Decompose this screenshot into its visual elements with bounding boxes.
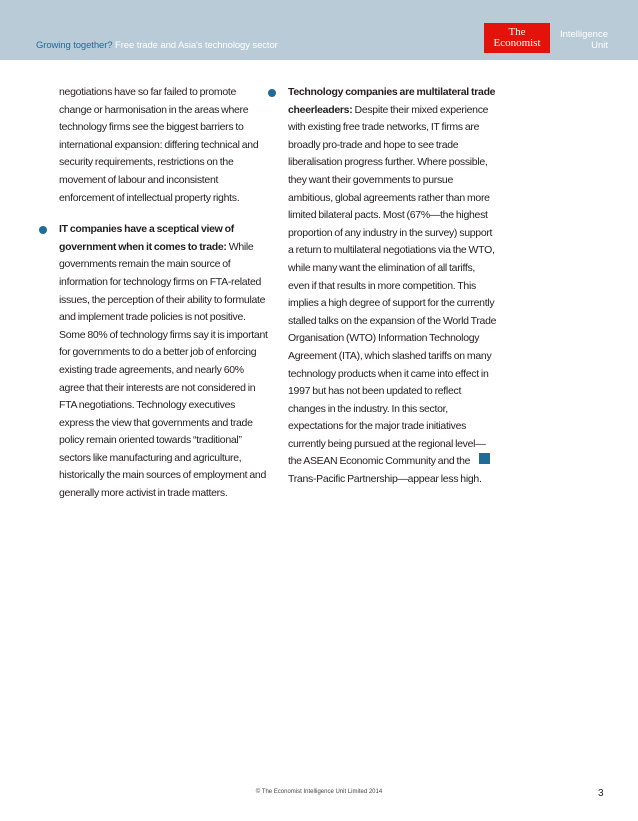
left-column [59,84,269,503]
left-bullet-body: While governments remain the main source of information for technology firms on FTA-related issues, the perception of their ability to formulate and implement trade policies is not positive. Some 80% of technology firms say it is important for governments to do a better job of enforcing existing trade agreements, and nearly 60% agree that their interests are not considered in FTA negotiations. Technology executives express the view that governments and trade policy remain oriented towards “traditional” sectors like manufacturing and agriculture, historically the main sources of employment and generally more activist in trade matters. [59,240,268,500]
page-number: 3 [598,788,604,799]
intelligence-unit-logo [552,23,608,53]
right-bullet-heading: Technology companies are multilateral trade cheerleaders: [288,86,496,116]
economist-logo [484,23,550,53]
logo-unit: Unit [591,40,608,51]
footer-copyright: © The Economist Intelligence Unit Limited 2014 [255,789,383,795]
logo-intelligence: Intelligence [559,29,608,40]
left-bullet-paragraph [59,221,269,503]
report-title-rest: Free trade and Asia's technology sector [115,40,278,51]
bullet-dot-icon [39,226,47,234]
right-bullet-paragraph [288,84,498,489]
right-bullet-body: Despite their mixed experience with existing free trade networks, IT firms are broadly pro-trade and hope to see trade liberalisation progress further. Where possible, they want their governments to pursue ambitious, global agreements rather than more limited bilateral pacts. Most (67%—the highest proportion of any industry in the survey) support a return to multilateral negotiations via the WTO, while many want the elimination of all tariffs, even if that results in more competition. This implies a high degree of support for the currently stalled talks on the expansion of the World Trade Organisation (WTO) Information Technology Agreement (ITA), which slashed tariffs on many technology products when it came into effect in 1997 but has not been updated to reflect changes in the industry. In this sector, expectations for the major trade initiatives currently being pursued at the regional level—the ASEAN Economic Community and the Trans-Pacific Partnership—appear less high. [288,103,497,486]
header-band [0,0,638,60]
bullet-dot-icon [268,89,276,97]
left-intro-paragraph: negotiations have so far failed to promote change or harmonisation in the areas where technology firms see the biggest barriers to international expansion: differing technical and security requirements, restrictions on the movement of labour and inconsistent enforcement of intellectual property rights. [59,86,259,204]
report-title-lead: Growing together? [36,40,113,51]
left-bullet-heading: IT companies have a sceptical view of government when it comes to trade: [59,223,234,253]
logo-the: The [508,26,526,38]
right-column [288,84,498,489]
report-title [36,40,278,51]
end-of-article-square-icon [479,453,490,464]
logo-economist-word: Economist [493,37,541,49]
